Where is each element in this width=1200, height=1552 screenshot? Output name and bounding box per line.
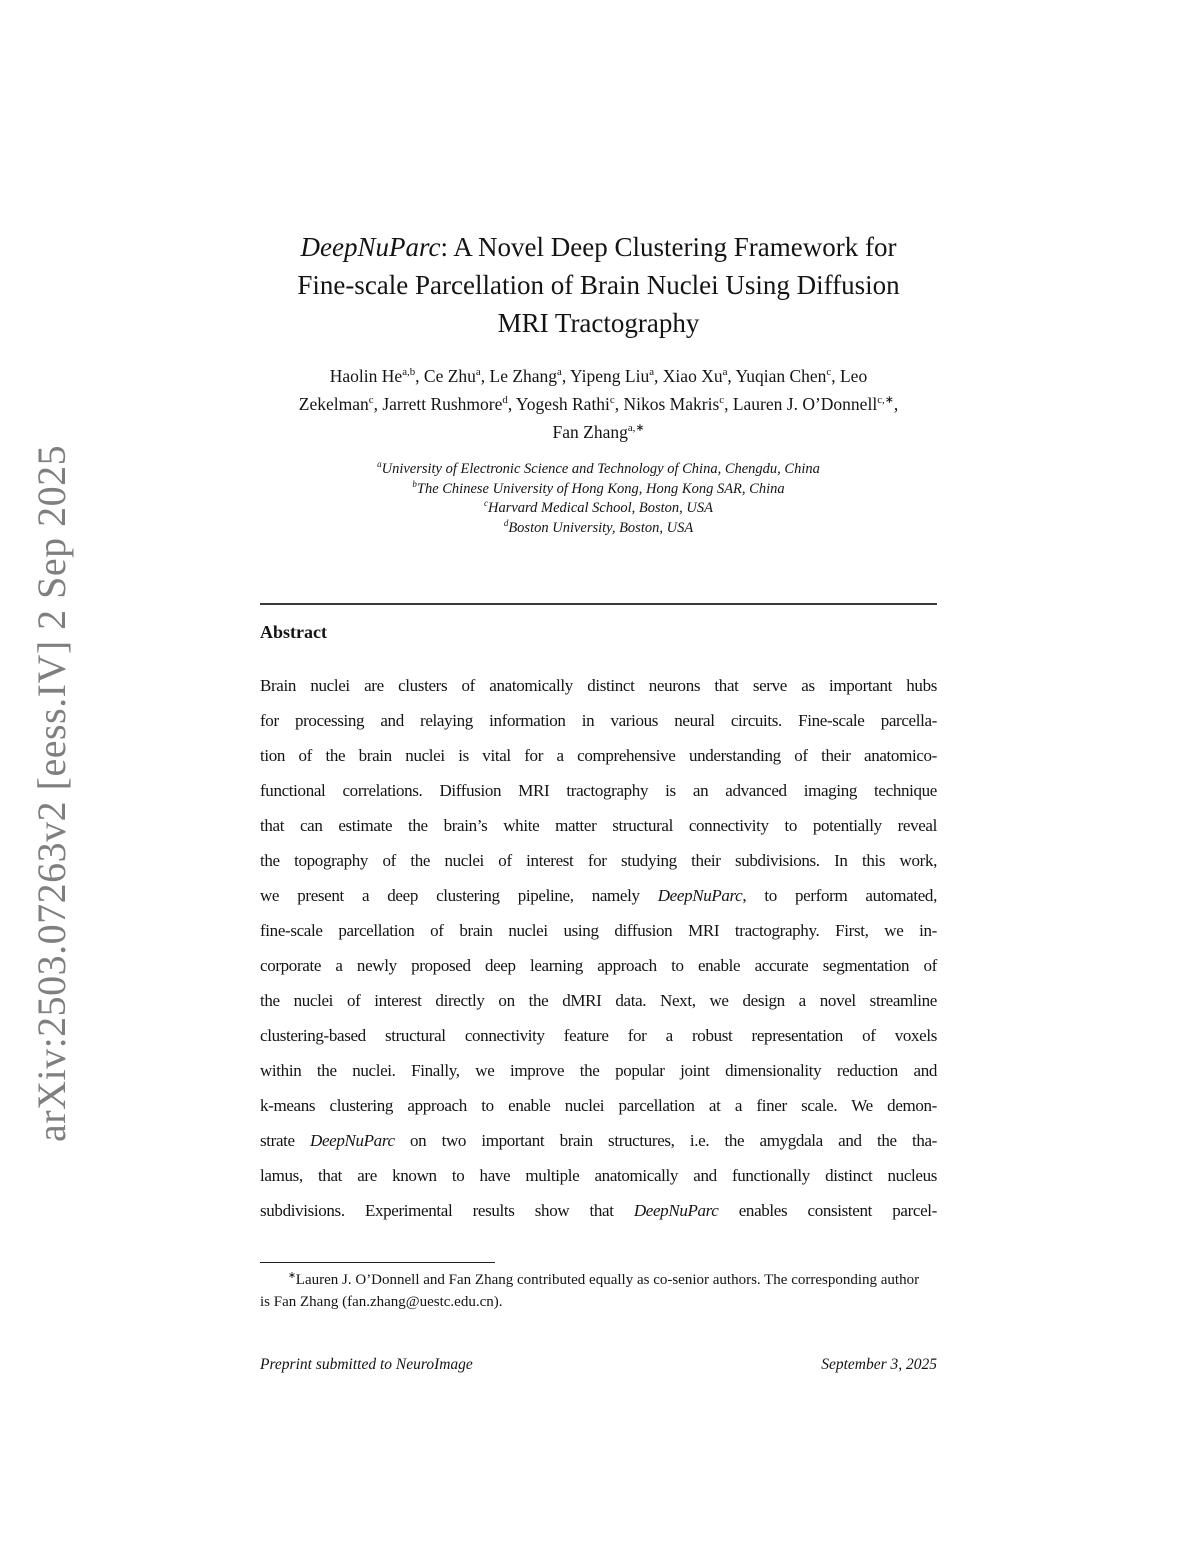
footnote-divider-rule <box>260 1262 495 1263</box>
text-segment: the topography of the nuclei of interest for studying their subdivisions. In this work, <box>260 851 937 870</box>
text-segment: DeepNuParc <box>633 1201 719 1220</box>
text-segment: Fine-scale Parcellation of Brain Nuclei Using Diffusion <box>297 270 900 300</box>
affiliation-list <box>260 460 937 538</box>
abstract-heading: Abstract <box>260 622 327 642</box>
superscript: a <box>377 459 382 470</box>
abstract-line <box>260 1193 937 1228</box>
superscript: c <box>826 366 832 379</box>
affiliation-line <box>260 519 937 539</box>
author-line <box>220 362 977 390</box>
superscript: a,∗ <box>627 422 645 435</box>
text-segment: on two important brain structures, i.e. the amygdala and the tha- <box>394 1131 937 1150</box>
author-line <box>220 418 977 446</box>
abstract-line <box>260 773 937 808</box>
corresponding-author-footnote <box>260 1269 937 1313</box>
text-segment: that can estimate the brain’s white matter structural connectivity to potentially reveal <box>260 816 937 835</box>
abstract-line <box>260 913 937 948</box>
text-segment: The Chinese University of Hong Kong, Hong Kong SAR, China <box>416 480 785 497</box>
text-segment: Boston University, Boston, USA <box>508 519 694 536</box>
superscript: ∗ <box>288 1271 296 1281</box>
text-segment: , Leo <box>831 366 868 386</box>
superscript: a <box>475 366 481 379</box>
abstract-line <box>260 1123 937 1158</box>
text-segment: tion of the brain nuclei is vital for a comprehensive understanding of their anatomico- <box>260 746 937 765</box>
abstract-text <box>260 668 937 1228</box>
abstract-line <box>260 808 937 843</box>
superscript: c <box>609 394 615 407</box>
superscript: a <box>557 366 562 379</box>
text-segment: , Le Zhang <box>480 366 558 386</box>
text-segment: , Ce Zhu <box>415 366 476 386</box>
abstract-line <box>260 843 937 878</box>
superscript: d <box>502 394 508 407</box>
abstract-line <box>260 703 937 738</box>
superscript: a,b <box>402 366 416 379</box>
text-segment: , to perform automated, <box>742 886 937 905</box>
superscript: c <box>368 394 374 407</box>
text-segment: Zekelman <box>298 394 369 414</box>
abstract-line <box>260 1158 937 1193</box>
footer-journal-note: Preprint submitted to NeuroImage <box>260 1356 473 1373</box>
text-segment: MRI Tractography <box>497 308 700 338</box>
text-segment: : A Novel Deep Clustering Framework for <box>440 232 897 262</box>
text-segment: DeepNuParc <box>310 1131 395 1150</box>
text-segment: the nuclei of interest directly on the dMRI data. Next, we design a novel streamline <box>260 991 937 1010</box>
arxiv-watermark: arXiv:2503.07263v2 [eess.IV] 2 Sep 2025 <box>29 444 74 1142</box>
paper-title-line <box>260 304 937 342</box>
footer-date: September 3, 2025 <box>821 1356 937 1373</box>
superscript: c <box>484 498 488 509</box>
text-segment: Brain nuclei are clusters of anatomically distinct neurons that serve as important hubs <box>260 676 937 695</box>
abstract-line <box>260 1053 937 1088</box>
page-footer <box>260 1356 937 1374</box>
superscript: a <box>722 366 728 379</box>
abstract-line <box>260 983 937 1018</box>
abstract-divider-rule <box>260 603 937 605</box>
footnote-line <box>260 1269 937 1291</box>
abstract-line <box>260 738 937 773</box>
paper-title-line <box>260 266 937 304</box>
abstract-line <box>260 1088 937 1123</box>
text-segment: , Yuqian Chen <box>727 366 827 386</box>
text-segment: fine-scale parcellation of brain nuclei using diffusion MRI tractography. First, we in- <box>260 921 937 940</box>
text-segment: , Lauren J. O’Donnell <box>724 394 878 414</box>
text-segment: DeepNuParc <box>300 232 441 262</box>
text-segment: k-means clustering approach to enable nuclei parcellation at a finer scale. We demon- <box>260 1096 937 1115</box>
superscript: c,∗ <box>877 394 894 407</box>
text-segment: clustering-based structural connectivity feature for a robust representation of voxels <box>260 1026 937 1045</box>
text-segment: Lauren J. O’Donnell and Fan Zhang contributed equally as co-senior authors. The corresponding author <box>295 1272 920 1288</box>
text-segment: , Yogesh Rathi <box>507 394 610 414</box>
text-segment: corporate a newly proposed deep learning approach to enable accurate segmentation of <box>260 956 937 975</box>
text-segment: , Jarrett Rushmore <box>373 394 503 414</box>
superscript: d <box>503 517 509 528</box>
paper-title-line <box>260 228 937 266</box>
abstract-line <box>260 878 937 913</box>
text-segment: Fan Zhang <box>552 422 628 442</box>
affiliation-line <box>260 499 937 519</box>
text-segment: DeepNuParc <box>657 886 743 905</box>
text-segment: , <box>893 394 899 414</box>
text-segment: Haolin He <box>329 366 403 386</box>
text-segment: lamus, that are known to have multiple anatomically and functionally distinct nucleus <box>260 1166 937 1185</box>
affiliation-line <box>260 480 937 500</box>
footnote-line <box>260 1291 937 1313</box>
text-segment: , Yipeng Liu <box>561 366 650 386</box>
author-line <box>220 390 977 418</box>
superscript: a <box>649 366 655 379</box>
text-segment: strate <box>260 1131 311 1150</box>
text-segment: , Xiao Xu <box>654 366 723 386</box>
superscript: c <box>719 394 725 407</box>
text-segment: subdivisions. Experimental results show that <box>260 1201 634 1220</box>
superscript: b <box>412 478 417 489</box>
text-segment: , Nikos Makris <box>614 394 720 414</box>
text-segment: is Fan Zhang (fan.zhang@uestc.edu.cn). <box>260 1294 503 1310</box>
abstract-line <box>260 668 937 703</box>
text-segment: enables consistent parcel- <box>718 1201 937 1220</box>
paper-title <box>260 228 937 342</box>
text-segment: functional correlations. Diffusion MRI tractography is an advanced imaging technique <box>260 781 937 800</box>
affiliation-line <box>260 460 937 480</box>
text-segment: within the nuclei. Finally, we improve the popular joint dimensionality reduction and <box>260 1061 937 1080</box>
text-segment: Harvard Medical School, Boston, USA <box>488 500 713 516</box>
abstract-line <box>260 1018 937 1053</box>
author-list <box>220 362 977 446</box>
text-segment: we present a deep clustering pipeline, namely <box>260 886 658 905</box>
text-segment: University of Electronic Science and Technology of China, Chengdu, China <box>381 461 820 477</box>
text-segment: for processing and relaying information in various neural circuits. Fine-scale parcella- <box>260 711 937 730</box>
abstract-line <box>260 948 937 983</box>
